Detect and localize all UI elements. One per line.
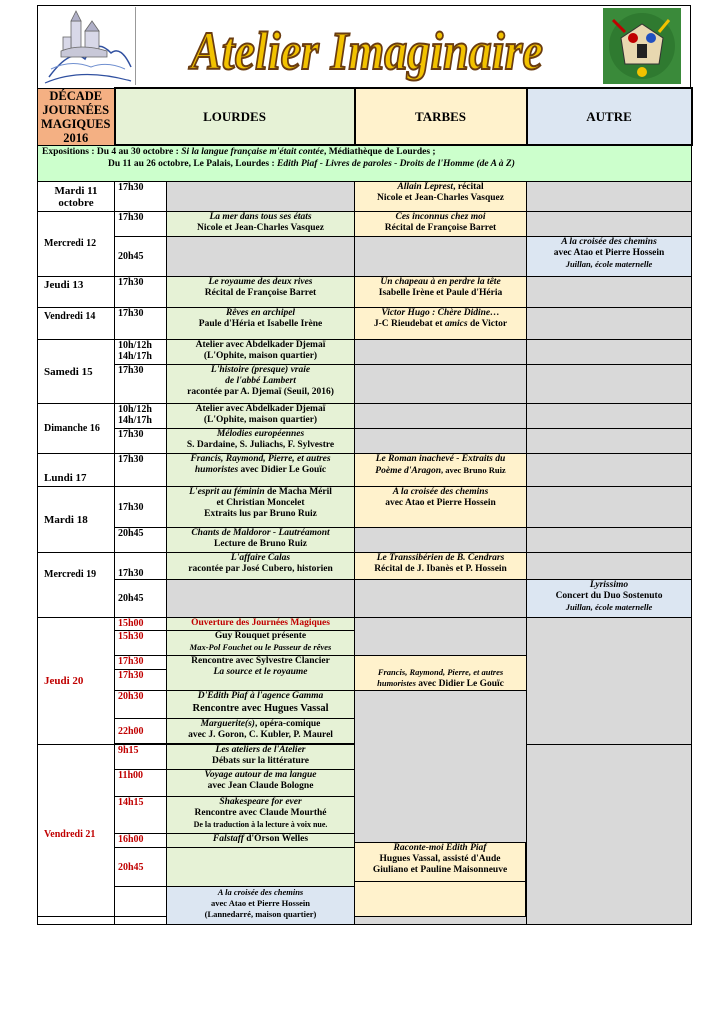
lourdes-cell: Rencontre avec Sylvestre Clancier La source et le royaume bbox=[167, 656, 355, 691]
lourdes-cell bbox=[167, 580, 355, 618]
autre-cell bbox=[527, 182, 692, 212]
lourdes-heading: LOURDES bbox=[115, 88, 355, 145]
lourdes-cell: L'esprit au féminin de Macha Méril et Christian Moncelet Extraits lus par Bruno Ruiz bbox=[167, 487, 355, 528]
table-row bbox=[38, 212, 692, 237]
time-cell bbox=[115, 887, 167, 925]
autre-cell bbox=[527, 528, 692, 553]
time-cell: 20h45 bbox=[115, 848, 167, 887]
time-cell: 17h30 bbox=[115, 277, 167, 308]
time-cell: 17h30 bbox=[115, 429, 167, 454]
tarbes-cell: A la croisée des chemins avec Atao et Pierre Hossein bbox=[355, 487, 527, 528]
time-cell: 20h45 bbox=[115, 580, 167, 618]
table-row bbox=[38, 618, 692, 631]
day-cell: Mercredi 12 bbox=[38, 212, 115, 277]
tarbes-cell: Ces inconnus chez moi Récital de Françoise Barret bbox=[355, 212, 527, 237]
day-cell: Jeudi 13 bbox=[38, 277, 115, 308]
autre-cell bbox=[527, 553, 692, 580]
table-row bbox=[38, 237, 692, 277]
tarbes-cell: Le Transsibérien de B. Cendrars Récital de J. Ibanès et P. Hossein bbox=[355, 553, 527, 580]
lourdes-cell: Mélodies européennes S. Dardaine, S. Juliachs, F. Sylvestre bbox=[167, 429, 355, 454]
time-cell: 10h/12h 14h/17h bbox=[115, 404, 167, 429]
lourdes-cell: Chants de Maldoror - Lautréamont Lecture de Bruno Ruiz bbox=[167, 528, 355, 553]
tarbes-cell bbox=[355, 528, 527, 553]
lourdes-cell: Les ateliers de l'Atelier Débats sur la littérature bbox=[167, 745, 355, 770]
tarbes-piaf-cell: Raconte-moi Edith Piaf Hugues Vassal, assisté d'Aude Giuliano et Pauline Maisonneuve bbox=[354, 842, 526, 882]
castle-logo bbox=[41, 7, 136, 85]
time-cell: 17h30 bbox=[115, 365, 167, 404]
lourdes-cell: Atelier avec Abdelkader Djemaï (L'Ophite, maison quartier) bbox=[167, 340, 355, 365]
time-cell: 17h30 bbox=[115, 454, 167, 487]
day-cell: Jeudi 20 bbox=[38, 618, 115, 745]
autre-cell: Lyrissimo Concert du Duo Sostenuto Juillan, école maternelle bbox=[527, 580, 692, 618]
expositions-cell: Expositions : Du 4 au 30 octobre : Si la langue française m'était contée, Médiathèque de Lourdes ; Du 11 au 26 octobre, Le Palais, Lourdes : Edith Piaf - Livres de paroles - Droits de l'Homme (de A à Z) bbox=[38, 145, 692, 182]
table-row bbox=[38, 429, 692, 454]
time-cell: 16h00 bbox=[115, 834, 167, 848]
lourdes-cell: A la croisée des chemins avec Atao et Pierre Hossein (Lannedarré, maison quartier) bbox=[167, 887, 355, 925]
tarbes-cell bbox=[355, 365, 527, 404]
lourdes-cell: Voyage autour de ma langue avec Jean Claude Bologne bbox=[167, 770, 355, 797]
time-cell: 15h30 bbox=[115, 631, 167, 656]
lourdes-cell: Francis, Raymond, Pierre, et autres humoristes avec Didier Le Gouïc bbox=[167, 454, 355, 487]
autre-cell bbox=[527, 745, 692, 925]
day-cell: Samedi 15 bbox=[38, 340, 115, 404]
time-cell: 17h30 bbox=[115, 487, 167, 528]
lourdes-cell bbox=[167, 182, 355, 212]
tarbes-heading: TARBES bbox=[355, 88, 527, 145]
autre-heading: AUTRE bbox=[527, 88, 692, 145]
day-cell: Dimanche 16 bbox=[38, 404, 115, 454]
autre-cell bbox=[527, 340, 692, 365]
time-cell: 10h/12h 14h/17h bbox=[115, 340, 167, 365]
time-cell: 15h00 bbox=[115, 618, 167, 631]
lourdes-cell: D'Edith Piaf à l'agence Gamma Rencontre avec Hugues Vassal bbox=[167, 691, 355, 719]
time-cell: 11h00 bbox=[115, 770, 167, 797]
day-cell: Mardi 18 bbox=[38, 487, 115, 553]
decade-heading: DÉCADE JOURNÉES MAGIQUES 2016 bbox=[38, 88, 115, 145]
autre-cell bbox=[527, 212, 692, 237]
autre-cell bbox=[527, 308, 692, 340]
title-text: Atelier Imaginaire bbox=[188, 21, 543, 81]
autre-cell bbox=[527, 365, 692, 404]
time-cell: 20h45 bbox=[115, 237, 167, 277]
table-header bbox=[38, 88, 692, 145]
lourdes-cell: L'affaire Calas racontée par José Cubero, historien bbox=[167, 553, 355, 580]
program-table bbox=[37, 87, 693, 925]
table-row bbox=[38, 528, 692, 553]
day-cell: Vendredi 14 bbox=[38, 308, 115, 340]
autre-cell bbox=[527, 618, 692, 745]
lourdes-cell: Falstaff d'Orson Welles bbox=[167, 834, 355, 848]
time-cell: 20h30 bbox=[115, 691, 167, 719]
lourdes-cell: Atelier avec Abdelkader Djemaï (L'Ophite, maison quartier) bbox=[167, 404, 355, 429]
tarbes-cell bbox=[355, 340, 527, 365]
table-row bbox=[38, 182, 692, 212]
autre-cell bbox=[527, 277, 692, 308]
tarbes-cell bbox=[355, 618, 527, 656]
table-row bbox=[38, 308, 692, 340]
tarbes-cell: Un chapeau à en perdre la tête Isabelle Irène et Paule d'Héria bbox=[355, 277, 527, 308]
time-cell: 17h30 bbox=[115, 553, 167, 580]
day-cell: Mardi 11 octobre bbox=[38, 182, 115, 212]
tarbes-cell bbox=[355, 580, 527, 618]
tarbes-cell: Francis, Raymond, Pierre, et autres humoristes avec Didier Le Gouïc bbox=[355, 656, 527, 691]
lourdes-cell: Guy Rouquet présente Max-Pol Fouchet ou le Passeur de rêves bbox=[167, 631, 355, 656]
tarbes-last-cell bbox=[354, 881, 526, 917]
expositions-label: Expositions bbox=[42, 147, 89, 157]
table-row bbox=[38, 487, 692, 528]
autre-cell bbox=[527, 404, 692, 429]
day-cell: Mercredi 19 bbox=[38, 553, 115, 618]
autre-cell bbox=[527, 487, 692, 528]
lourdes-cell: Ouverture des Journées Magiques bbox=[167, 618, 355, 631]
lourdes-cell: L'histoire (presque) vraie de l'abbé Lambert racontée par A. Djemaï (Seuil, 2016) bbox=[167, 365, 355, 404]
time-cell: 17h30 bbox=[115, 308, 167, 340]
expositions-row bbox=[38, 145, 692, 182]
lourdes-cell: Le royaume des deux rives Récital de Françoise Barret bbox=[167, 277, 355, 308]
autre-cell bbox=[527, 454, 692, 487]
lourdes-cell bbox=[167, 848, 355, 887]
atelier-imaginaire-title bbox=[187, 11, 547, 85]
day-cell: Lundi 17 bbox=[38, 454, 115, 487]
tarbes-cell bbox=[355, 237, 527, 277]
lourdes-cell: Rêves en archipel Paule d'Héria et Isabelle Irène bbox=[167, 308, 355, 340]
lourdes-cell bbox=[167, 237, 355, 277]
table-row bbox=[38, 454, 692, 487]
table-row bbox=[38, 580, 692, 618]
table-row bbox=[38, 553, 692, 580]
table-row bbox=[38, 404, 692, 429]
lourdes-cell: Marguerite(s), opéra-comique avec J. Goron, C. Kubler, P. Maurel bbox=[167, 719, 355, 744]
lourdes-cell: Shakespeare for ever Rencontre avec Claude Mourthé De la traduction à la lecture à voix nue. bbox=[167, 797, 355, 834]
day-cell: Vendredi 21 bbox=[38, 745, 115, 925]
time-cell: 17h30 17h30 bbox=[115, 656, 167, 691]
tarbes-cell: Victor Hugo : Chère Didine… J-C Rieudebat et amics de Victor bbox=[355, 308, 527, 340]
time-cell: 20h45 bbox=[115, 528, 167, 553]
table-row bbox=[38, 277, 692, 308]
time-cell: 17h30 bbox=[115, 182, 167, 212]
artist-palette-logo bbox=[603, 8, 681, 84]
autre-cell: A la croisée des chemins avec Atao et Pierre Hossein Juillan, école maternelle bbox=[527, 237, 692, 277]
table-row bbox=[38, 365, 692, 404]
time-cell: 9h15 bbox=[115, 745, 167, 770]
tarbes-cell: Le Roman inachevé - Extraits du Poème d'Aragon, avec Bruno Ruiz bbox=[355, 454, 527, 487]
tarbes-cell bbox=[355, 404, 527, 429]
time-cell: 17h30 bbox=[115, 212, 167, 237]
tarbes-cell: Allain Leprest, récital Nicole et Jean-Charles Vasquez bbox=[355, 182, 527, 212]
tarbes-cell bbox=[355, 429, 527, 454]
table-row bbox=[38, 340, 692, 365]
lourdes-cell: La mer dans tous ses états Nicole et Jean-Charles Vasquez bbox=[167, 212, 355, 237]
autre-cell bbox=[527, 429, 692, 454]
time-cell: 22h00 bbox=[115, 719, 167, 744]
page-header bbox=[37, 5, 691, 87]
time-cell: 14h15 bbox=[115, 797, 167, 834]
